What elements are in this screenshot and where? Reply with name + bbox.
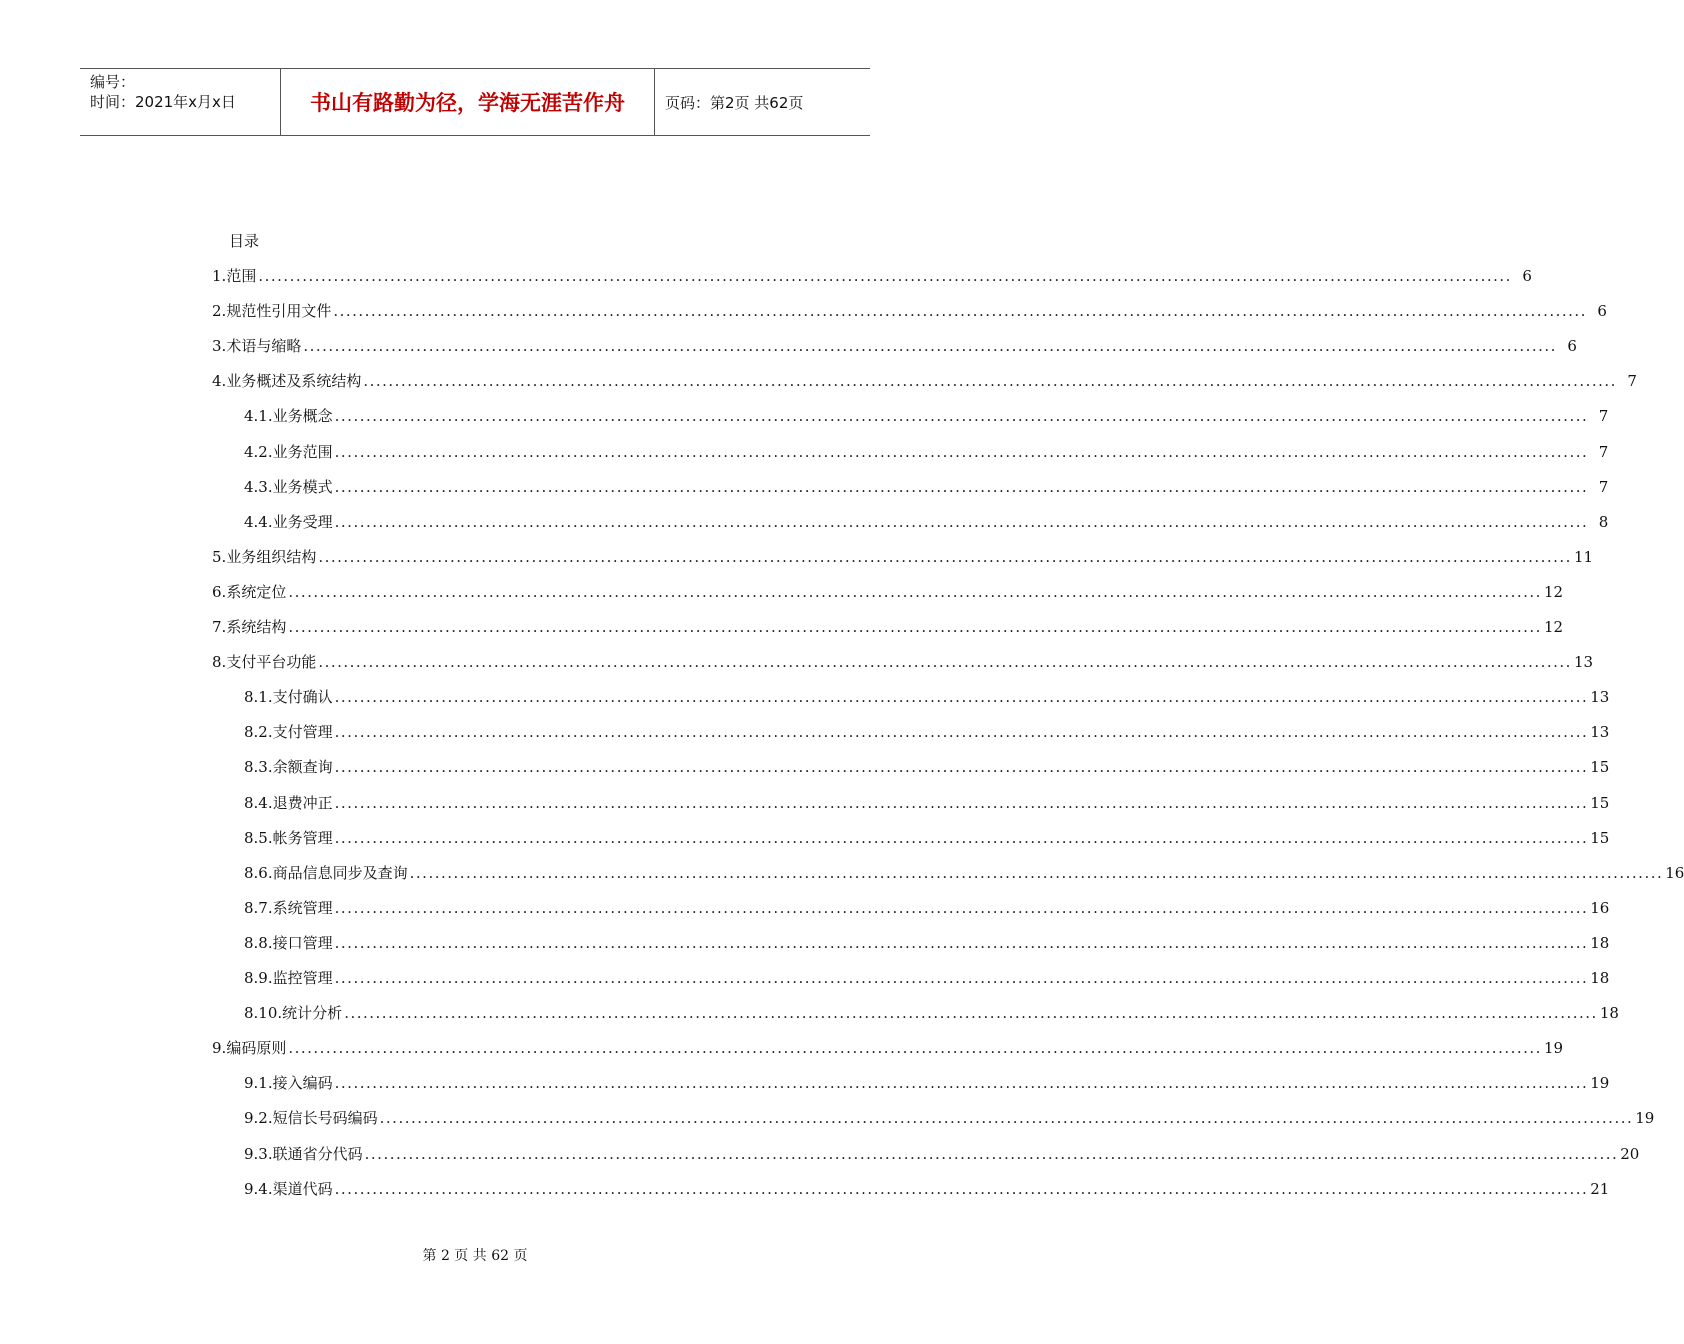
toc-entry[interactable] — [212, 300, 1607, 322]
toc-entry-page: 16 — [1590, 898, 1610, 917]
toc-entry-page: 18 — [1599, 1004, 1619, 1023]
toc-dot-leader: ........................................................................................................................................................................................................ — [379, 1109, 1634, 1128]
toc-entry-page: 12 — [1543, 582, 1564, 601]
toc-entry-title: 范围 — [226, 267, 257, 285]
toc-entry-number: 9.3. — [244, 1144, 273, 1163]
toc-dot-leader: ........................................................................................................................................................................................................ — [288, 582, 1542, 601]
toc-entry-title: 余额查询 — [272, 758, 333, 777]
toc-dot-leader: ........................................................................................................................................................................................................ — [409, 863, 1664, 882]
toc-entry-page: 6 — [1522, 267, 1532, 285]
toc-dot-leader: ........................................................................................................................................................................................................ — [334, 969, 1589, 987]
toc-entry-page: 6 — [1597, 302, 1607, 321]
toc-dot-leader: ........................................................................................................................................................................................................ — [258, 267, 1512, 285]
header-motto: 书山有路勤为径，学海无涯苦作舟 — [281, 69, 655, 135]
toc-entry-page: 13 — [1590, 723, 1610, 742]
toc-entry-title: 支付确认 — [272, 688, 333, 707]
toc-entry-title: 业务模式 — [272, 477, 333, 496]
toc-entry[interactable] — [212, 581, 1564, 603]
toc-dot-leader: ........................................................................................................................................................................................................ — [334, 1179, 1589, 1198]
toc-entry[interactable] — [212, 546, 1594, 568]
toc-entry-title: 系统结构 — [226, 618, 287, 636]
toc-entry-page: 15 — [1590, 828, 1610, 847]
toc-dot-leader: ........................................................................................................................................................................................................ — [334, 442, 1589, 461]
toc-entry-number: 8.7. — [244, 898, 273, 917]
toc-entry-page: 7 — [1627, 372, 1637, 391]
toc-entry-number: 9. — [212, 1039, 227, 1058]
toc-entry-title: 统计分析 — [282, 1004, 343, 1023]
toc-entry-page: 7 — [1598, 477, 1609, 496]
toc-dot-leader: ........................................................................................................................................................................................................ — [334, 933, 1589, 952]
toc-entry[interactable] — [244, 1143, 1640, 1165]
toc-entry[interactable] — [244, 967, 1610, 989]
toc-entry-title: 渠道代码 — [272, 1179, 333, 1198]
toc-entry-number: 4.3. — [244, 477, 273, 496]
doc-date: 时间：2021年x月x日 — [90, 93, 236, 111]
toc-entry[interactable] — [244, 1072, 1610, 1094]
toc-entry-page: 18 — [1590, 933, 1610, 952]
toc-entry-number: 8.10. — [244, 1004, 283, 1023]
toc-entry[interactable] — [244, 932, 1610, 954]
toc-entry-title: 支付管理 — [272, 723, 333, 742]
toc-entry[interactable] — [244, 721, 1610, 743]
toc-entry-number: 4.2. — [244, 442, 273, 461]
toc-entry-number: 2. — [212, 302, 227, 321]
toc-entry-number: 9.2. — [244, 1109, 273, 1128]
toc-entry-number: 9.4. — [244, 1179, 273, 1198]
toc-entry-number: 8.4. — [244, 793, 273, 812]
toc-entry-page: 7 — [1598, 407, 1609, 426]
toc-entry-page: 19 — [1635, 1109, 1655, 1128]
toc-entry[interactable] — [244, 511, 1609, 533]
toc-entry-number: 1. — [212, 267, 227, 285]
toc-entry[interactable] — [212, 1037, 1564, 1059]
toc-entry[interactable] — [212, 265, 1532, 287]
toc-dot-leader: ........................................................................................................................................................................................................ — [318, 653, 1572, 672]
toc-entry-title: 帐务管理 — [272, 828, 333, 847]
toc-dot-leader: ........................................................................................................................................................................................................ — [344, 1004, 1598, 1023]
toc-entry-number: 8.3. — [244, 758, 273, 777]
toc-dot-leader: ........................................................................................................................................................................................................ — [334, 1074, 1589, 1093]
toc-entry-page: 19 — [1590, 1074, 1610, 1093]
toc-entry-number: 8.5. — [244, 828, 273, 847]
toc-entry-title: 联通省分代码 — [272, 1144, 363, 1163]
toc-dot-leader: ........................................................................................................................................................................................................ — [334, 828, 1589, 847]
toc-entry-page: 8 — [1598, 512, 1609, 531]
toc-entry[interactable] — [244, 1107, 1655, 1129]
toc-entry-number: 4.4. — [244, 512, 273, 531]
page-footer: 第 2 页 共 62 页 — [422, 1248, 528, 1264]
toc-entry-number: 4. — [212, 372, 227, 391]
toc-entry-number: 8.8. — [244, 933, 273, 952]
toc-entry-number: 3. — [212, 337, 227, 356]
toc-entry[interactable] — [212, 335, 1577, 357]
toc-dot-leader: ........................................................................................................................................................................................................ — [334, 688, 1589, 707]
toc-dot-leader: ........................................................................................................................................................................................................ — [303, 337, 1557, 356]
toc-entry[interactable] — [244, 686, 1610, 708]
toc-entry-title: 系统定位 — [226, 582, 287, 601]
toc-entry-title: 业务组织结构 — [226, 547, 317, 566]
doc-number: 编号： — [90, 73, 136, 91]
toc-title: 目录 — [229, 232, 260, 250]
toc-entry[interactable] — [244, 756, 1610, 778]
header-page-info: 页码：第2页 共62页 — [665, 93, 804, 112]
toc-entry-title: 监控管理 — [272, 969, 333, 987]
toc-entry-title: 编码原则 — [226, 1039, 287, 1058]
toc-entry-page: 19 — [1543, 1039, 1564, 1058]
toc-entry-title: 业务概念 — [272, 407, 333, 426]
toc-dot-leader: ........................................................................................................................................................................................................ — [334, 407, 1589, 426]
toc-entry-title: 短信长号码编码 — [272, 1109, 378, 1128]
toc-entry-number: 5. — [212, 547, 227, 566]
toc-entry-number: 9.1. — [244, 1074, 273, 1093]
toc-entry-title: 规范性引用文件 — [226, 302, 332, 321]
toc-dot-leader: ........................................................................................................................................................................................................ — [334, 477, 1589, 496]
toc-entry-page: 6 — [1567, 337, 1577, 356]
toc-entry[interactable] — [244, 792, 1610, 814]
toc-entry-title: 业务受理 — [272, 512, 333, 531]
toc-dot-leader: ........................................................................................................................................................................................................ — [288, 1039, 1542, 1058]
toc-dot-leader: ........................................................................................................................................................................................................ — [334, 723, 1589, 742]
toc-entry-title: 退费冲正 — [272, 793, 333, 812]
toc-entry[interactable] — [212, 370, 1637, 392]
toc-entry-number: 7. — [212, 618, 227, 636]
toc-dot-leader: ........................................................................................................................................................................................................ — [334, 793, 1589, 812]
toc-entry-number: 8.1. — [244, 688, 273, 707]
toc-entry[interactable] — [244, 1178, 1610, 1200]
toc-entry-page: 15 — [1590, 758, 1610, 777]
toc-entry-title: 系统管理 — [272, 898, 333, 917]
toc-entry[interactable] — [244, 441, 1609, 463]
toc-entry-number: 8.2. — [244, 723, 273, 742]
toc-entry-title: 术语与缩略 — [226, 337, 302, 356]
toc-entry-number: 8.6. — [244, 863, 273, 882]
toc-entry-page: 18 — [1590, 969, 1610, 987]
toc-dot-leader: ........................................................................................................................................................................................................ — [363, 372, 1617, 391]
toc-entry[interactable] — [244, 1002, 1619, 1024]
header-doc-info — [80, 69, 281, 135]
toc-dot-leader: ........................................................................................................................................................................................................ — [334, 898, 1589, 917]
toc-entry-page: 15 — [1590, 793, 1610, 812]
toc-entry-number: 8.9. — [244, 969, 273, 987]
toc-dot-leader: ........................................................................................................................................................................................................ — [334, 512, 1589, 531]
toc-entry[interactable] — [212, 651, 1594, 673]
toc-entry-page: 16 — [1665, 863, 1684, 882]
toc-entry[interactable] — [212, 616, 1564, 638]
toc-entry-title: 接口管理 — [272, 933, 333, 952]
toc-entry-title: 业务范围 — [272, 442, 333, 461]
toc-entry-number: 4.1. — [244, 407, 273, 426]
toc-dot-leader: ........................................................................................................................................................................................................ — [288, 618, 1542, 636]
toc-entry[interactable] — [244, 862, 1684, 884]
toc-entry-page: 7 — [1598, 442, 1609, 461]
toc-entry-title: 接入编码 — [272, 1074, 333, 1093]
toc-dot-leader: ........................................................................................................................................................................................................ — [333, 302, 1587, 321]
toc-entry[interactable] — [244, 476, 1609, 498]
toc-entry-page: 20 — [1620, 1144, 1640, 1163]
toc-entry[interactable] — [244, 405, 1609, 427]
toc-entry-number: 8. — [212, 653, 227, 672]
toc-entry-page: 11 — [1573, 547, 1594, 566]
toc-dot-leader: ........................................................................................................................................................................................................ — [364, 1144, 1619, 1163]
toc-entry[interactable] — [244, 897, 1610, 919]
toc-entry-number: 6. — [212, 582, 227, 601]
toc-entry-title: 商品信息同步及查询 — [272, 863, 408, 882]
toc-entry-page: 13 — [1590, 688, 1610, 707]
toc-dot-leader: ........................................................................................................................................................................................................ — [318, 547, 1572, 566]
toc-entry-page: 13 — [1573, 653, 1594, 672]
toc-entry[interactable] — [244, 827, 1610, 849]
toc-entry-page: 21 — [1590, 1179, 1610, 1198]
toc-entry-page: 12 — [1543, 618, 1564, 636]
page-header — [80, 68, 870, 136]
toc-dot-leader: ........................................................................................................................................................................................................ — [334, 758, 1589, 777]
toc-entry-title: 支付平台功能 — [226, 653, 317, 672]
toc-entry-title: 业务概述及系统结构 — [226, 372, 362, 391]
